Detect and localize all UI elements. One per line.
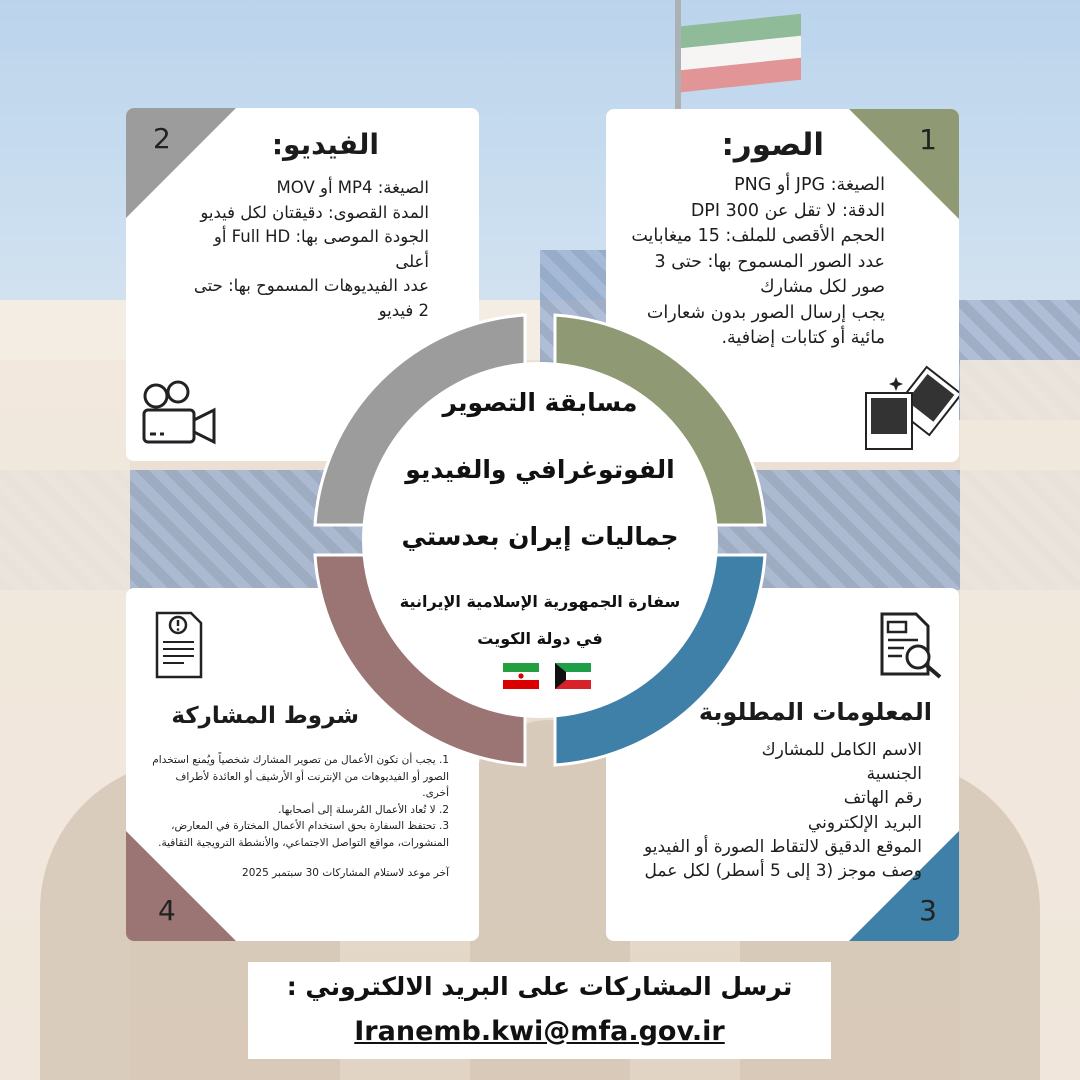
info-line: وصف موجز (3 إلى 5 أسطر) لكل عمل	[644, 861, 922, 882]
center-title-line1: مسابقة التصوير	[442, 388, 638, 417]
kuwait-flag-icon	[555, 663, 591, 689]
video-details	[189, 176, 429, 323]
photos-line: عدد الصور المسموح بها: حتى 3 صور لكل مشارك	[654, 251, 885, 297]
document-search-icon	[878, 610, 944, 680]
photos-line: الحجم الأقصى للملف: 15 ميغابايت	[631, 226, 885, 246]
embassy-country: في دولة الكويت	[477, 629, 603, 648]
terms-line: 2. لا تُعاد الأعمال المُرسلة إلى أصحابها.	[278, 803, 449, 816]
info-line: البريد الإلكتروني	[807, 812, 922, 833]
video-camera-icon	[138, 378, 218, 448]
terms-title: شروط المشاركة	[171, 703, 359, 729]
video-number: 2	[153, 122, 171, 155]
video-line: عدد الفيديوهات المسموح بها: حتى 2 فيديو	[193, 276, 429, 320]
iran-flag-icon	[503, 663, 539, 689]
terms-number: 4	[158, 894, 176, 927]
info-line: الاسم الكامل للمشارك	[761, 740, 922, 760]
info-number: 3	[919, 894, 937, 927]
footer-box	[248, 962, 831, 1059]
terms-line: 3. تحتفظ السفارة بحق استخدام الأعمال المختارة في المعارض، المنشورات، مواقع التواصل الاجتماعي، والأنشطة الترويجية الثقافية.	[158, 820, 449, 849]
terms-deadline: آخر موعد لاستلام المشاركات 30 سبتمبر 2025	[242, 867, 449, 879]
email-link[interactable]: Iranemb.kwi@mfa.gov.ir	[354, 1016, 725, 1047]
footer-title: ترسل المشاركات على البريد الالكتروني :	[286, 972, 793, 1001]
info-line: الموقع الدقيق لالتقاط الصورة أو الفيديو	[643, 836, 922, 857]
center-title-line3: جماليات إيران بعدستي	[401, 522, 679, 551]
document-alert-icon	[154, 610, 204, 680]
photos-line: يجب إرسال الصور بدون شعارات مائية أو كتابات إضافية.	[646, 302, 885, 348]
center-title-line2: الفوتوغرافي والفيديو	[405, 455, 675, 484]
photos-icon	[860, 363, 959, 455]
info-title: المعلومات المطلوبة	[698, 698, 932, 726]
video-title: الفيديو:	[271, 128, 379, 161]
terms-line: 1. يجب أن تكون الأعمال من تصوير المشارك شخصياً ويُمنع استخدام الصور أو الفيديوهات من الإنترنت أو الأرشيف أو العائدة لأطراف أخرى.	[152, 754, 449, 799]
photos-line: الصيغة: JPG أو PNG	[734, 175, 885, 195]
video-line: الصيغة: MP4 أو MOV	[276, 178, 429, 197]
video-line: الجودة الموصى بها: Full HD أو أعلى	[213, 227, 429, 271]
embassy-name: سفارة الجمهورية الإسلامية الإيرانية	[399, 592, 681, 611]
info-line: الجنسية	[866, 764, 922, 785]
photos-number: 1	[919, 123, 937, 156]
photos-title: الصور:	[721, 127, 824, 163]
video-line: المدة القصوى: دقيقتان لكل فيديو	[200, 202, 429, 222]
info-line: رقم الهاتف	[843, 788, 922, 809]
photos-line: الدقة: لا تقل عن 300 DPI	[690, 200, 885, 221]
